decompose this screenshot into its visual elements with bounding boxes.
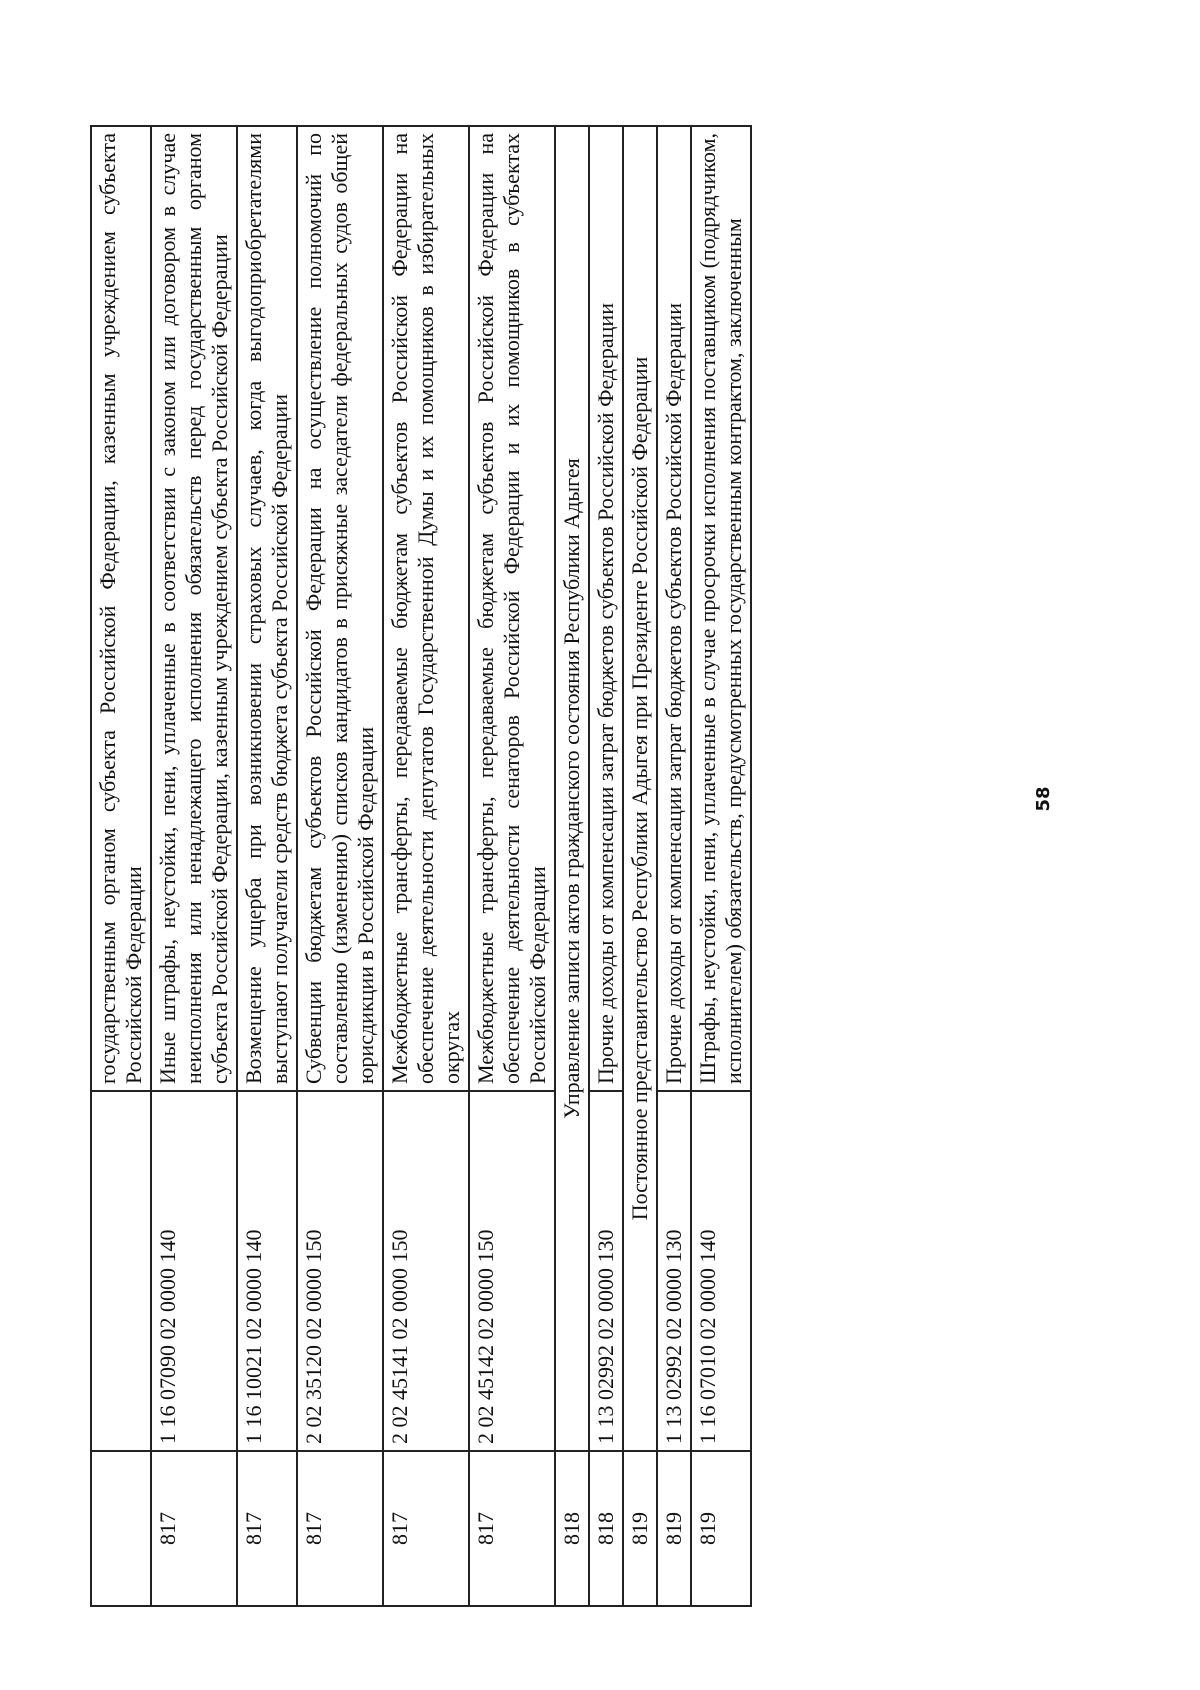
revenue-name-cell: Прочие доходы от компенсации затрат бюджетов субъектов Российской Федерации <box>657 126 691 1091</box>
admin-code-cell: 817 <box>297 1451 383 1606</box>
admin-code-cell: 817 <box>383 1451 469 1606</box>
revenue-name-cell: государственным органом субъекта Российской Федерации, казенным учреждением субъекта Российской Федерации <box>91 126 151 1091</box>
admin-code-cell: 817 <box>237 1451 297 1606</box>
table-row <box>91 126 151 1606</box>
section-title: Постоянное представительство Республики Адыгея при Президенте Российской Федерации <box>623 126 657 1451</box>
revenue-name-cell: Субвенции бюджетам субъектов Российской Федерации на осуществление полномочий по составлению (изменению) списков кандидатов в присяжные заседатели федеральных судов общей юрисдикции в Российской Федерации <box>297 126 383 1091</box>
revenue-name-cell: Межбюджетные трансферты, передаваемые бюджетам субъектов Российской Федерации на обеспечение деятельности депутатов Государственной Думы и их помощников в избирательных округах <box>383 126 469 1091</box>
table-row <box>657 126 691 1606</box>
admin-code-cell: 817 <box>469 1451 555 1606</box>
page-number: 58 <box>1033 786 1054 812</box>
table-row <box>469 126 555 1606</box>
revenue-code-cell: 1 16 07010 02 0000 140 <box>691 1091 751 1451</box>
table-row <box>151 126 237 1606</box>
revenue-name-cell: Иные штрафы, неустойки, пени, уплаченные в соответствии с законом или договором в случае неисполнения или ненадлежащего исполнения обязательств перед государственным органом субъекта Российской Федерации, казенным учреждением субъекта Российской Федерации <box>151 126 237 1091</box>
revenue-code-cell: 2 02 45142 02 0000 150 <box>469 1091 555 1451</box>
table-row <box>691 126 751 1606</box>
revenue-code-cell <box>91 1091 151 1451</box>
table-row <box>297 126 383 1606</box>
admin-code-cell: 818 <box>555 1451 589 1606</box>
revenue-code-cell: 2 02 35120 02 0000 150 <box>297 1091 383 1451</box>
section-header-row <box>555 126 589 1606</box>
revenue-name-cell: Прочие доходы от компенсации затрат бюджетов субъектов Российской Федерации <box>589 126 623 1091</box>
section-header-row <box>623 126 657 1606</box>
admin-code-cell: 818 <box>589 1451 623 1606</box>
revenue-codes-table <box>90 125 752 1607</box>
revenue-name-cell: Штрафы, неустойки, пени, уплаченные в случае просрочки исполнения поставщиком (подрядчиком, исполнителем) обязательств, предусмотренных государственным контрактом, заключенным <box>691 126 751 1091</box>
revenue-name-cell: Межбюджетные трансферты, передаваемые бюджетам субъектов Российской Федерации на обеспечение деятельности сенаторов Российской Федерации и их помощников в субъектах Российской Федерации <box>469 126 555 1091</box>
table-row <box>383 126 469 1606</box>
revenue-code-cell: 1 16 10021 02 0000 140 <box>237 1091 297 1451</box>
revenue-name-cell: Возмещение ущерба при возникновении страховых случаев, когда выгодоприобретателями выступают получатели средств бюджета субъекта Российской Федерации <box>237 126 297 1091</box>
admin-code-cell: 817 <box>151 1451 237 1606</box>
admin-code-cell: 819 <box>657 1451 691 1606</box>
revenue-code-cell: 1 13 02992 02 0000 130 <box>657 1091 691 1451</box>
revenue-code-cell: 1 13 02992 02 0000 130 <box>589 1091 623 1451</box>
admin-code-cell <box>91 1451 151 1606</box>
admin-code-cell: 819 <box>623 1451 657 1606</box>
rotated-table-wrapper <box>90 127 958 1607</box>
revenue-code-cell: 1 16 07090 02 0000 140 <box>151 1091 237 1451</box>
table-row <box>589 126 623 1606</box>
admin-code-cell: 819 <box>691 1451 751 1606</box>
revenue-code-cell: 2 02 45141 02 0000 150 <box>383 1091 469 1451</box>
section-title: Управление записи актов гражданского состояния Республики Адыгея <box>555 126 589 1451</box>
table-row <box>237 126 297 1606</box>
